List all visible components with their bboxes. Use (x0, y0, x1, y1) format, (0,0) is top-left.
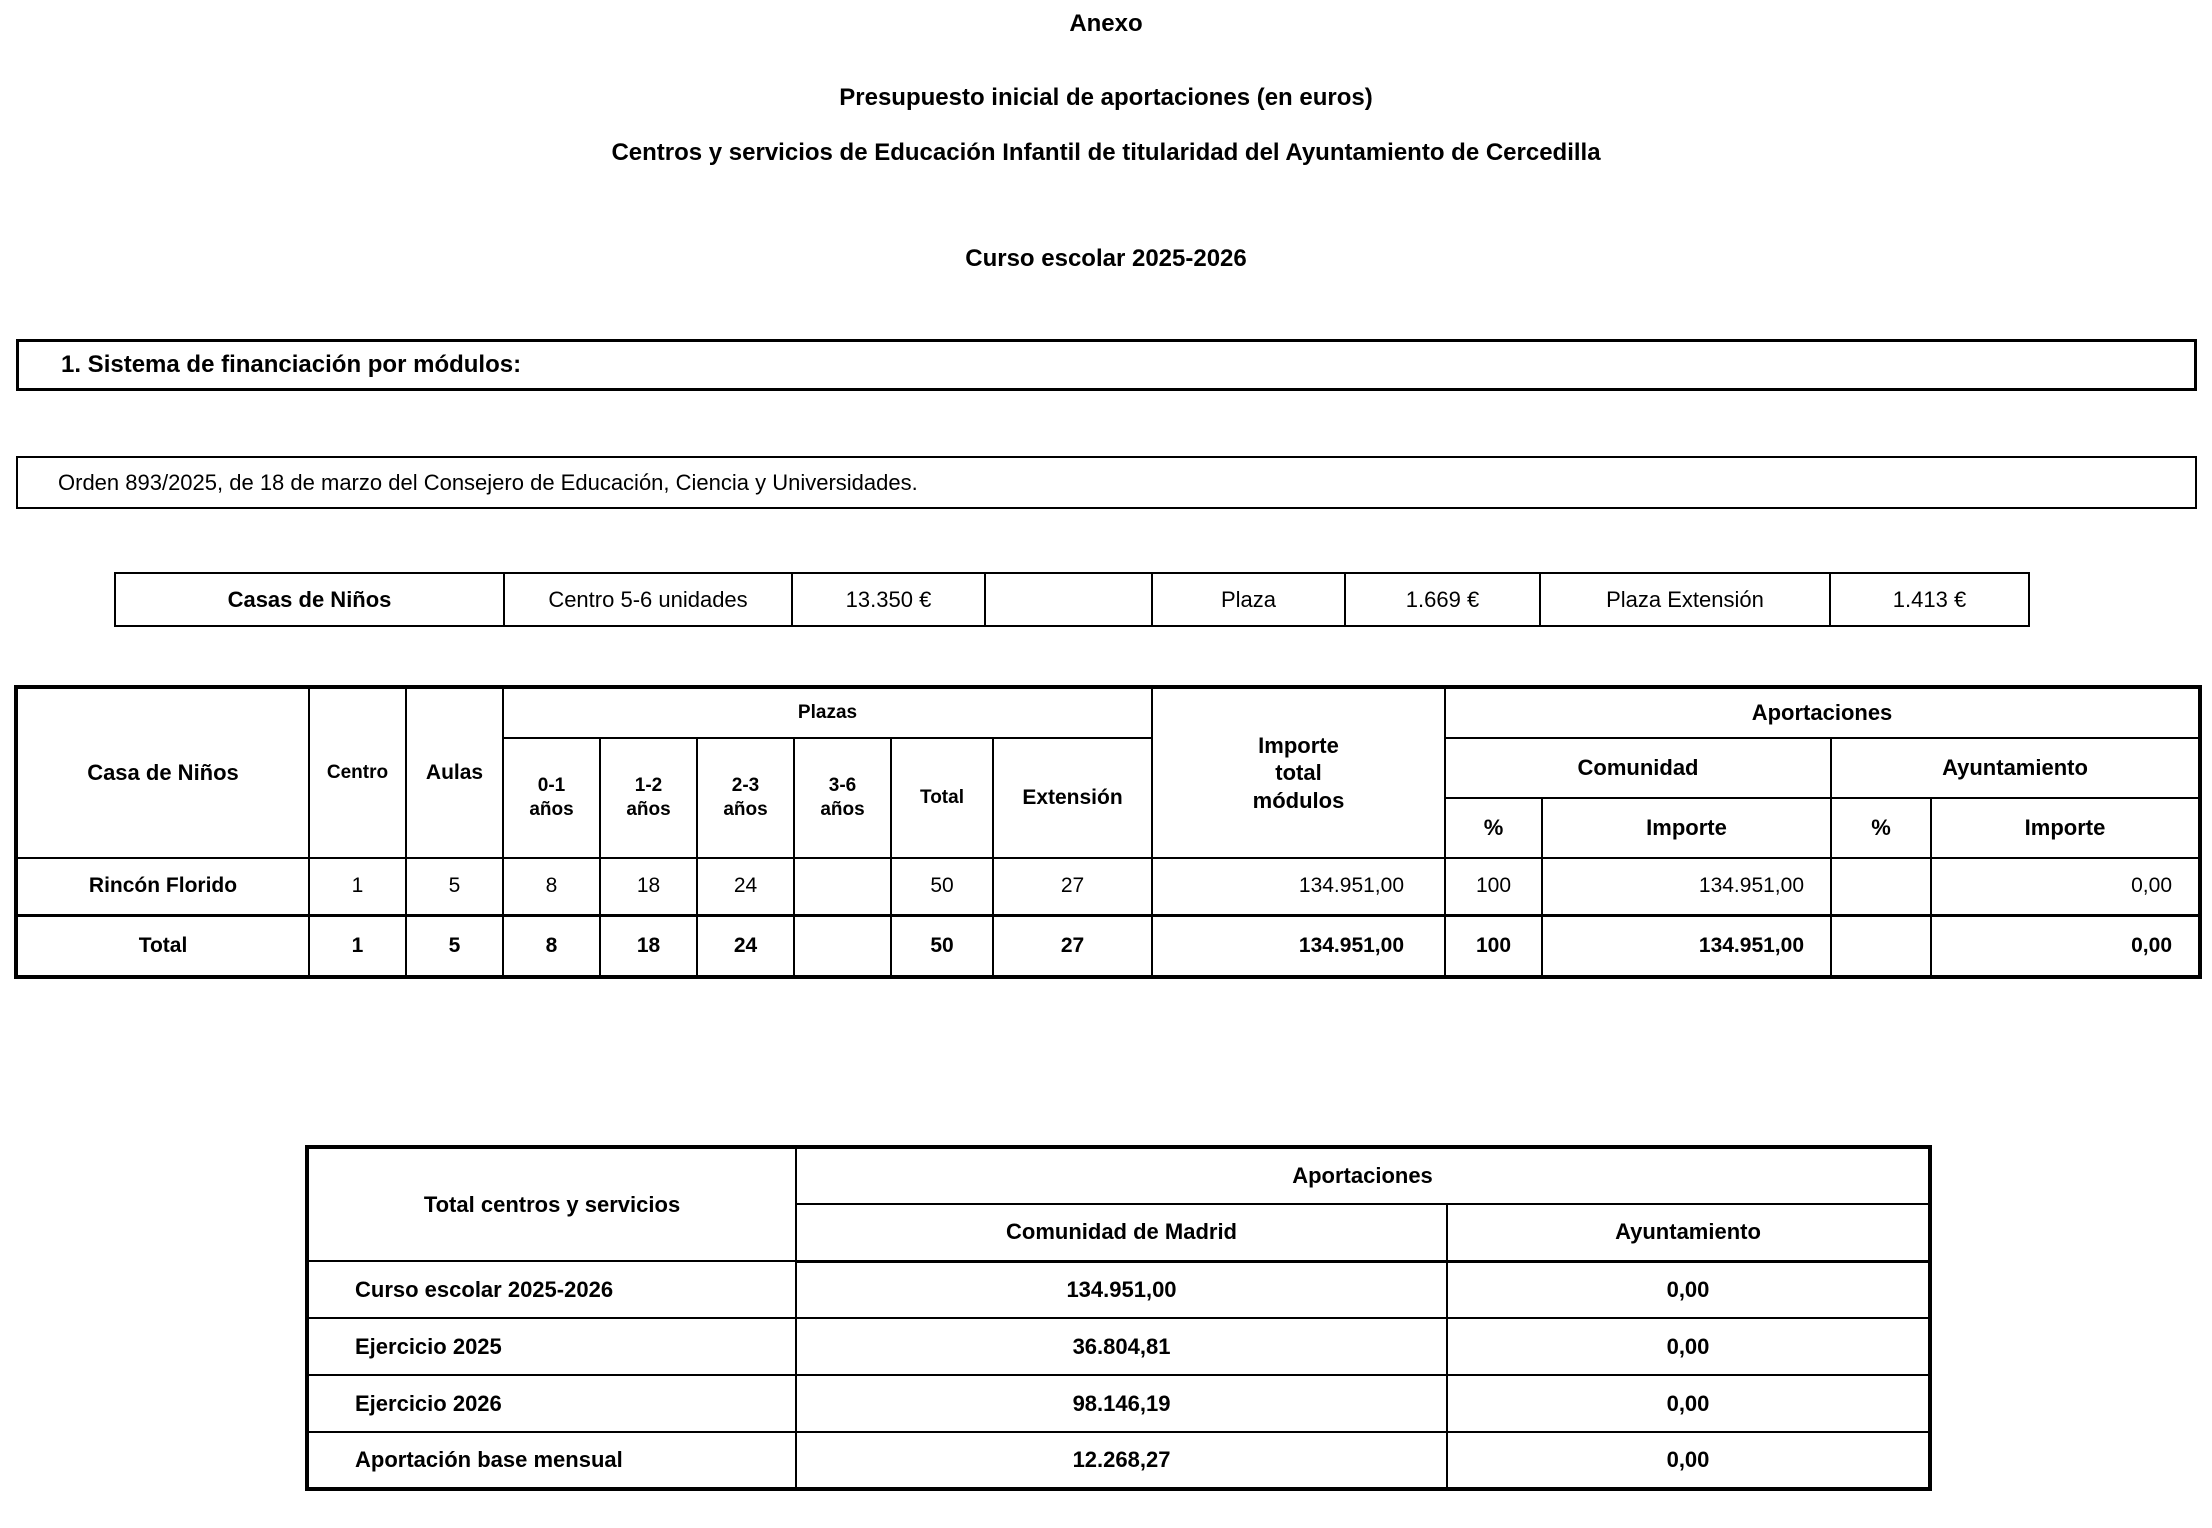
col-header-age-1-2-text: 1-2 años (626, 775, 671, 820)
col-group-comunidad: Comunidad (1445, 738, 1831, 798)
cell-age-0-1: 8 (503, 858, 600, 915)
col-header-plazas-total: Total (891, 738, 993, 858)
col-header-aulas: Aulas (406, 687, 503, 858)
totals-row-label: Aportación base mensual (307, 1432, 796, 1489)
total-label: Total (16, 915, 309, 977)
section-heading-box (16, 339, 2197, 391)
cell-extension: 27 (993, 858, 1152, 915)
rates-center-type: Centro 5-6 unidades (504, 573, 792, 626)
total-comunidad-importe: 134.951,00 (1542, 915, 1831, 977)
totals-row-label: Ejercicio 2025 (307, 1318, 796, 1375)
document-subtitle-centers: Centros y servicios de Educación Infantil de titularidad del Ayuntamiento de Cercedilla (611, 139, 1601, 166)
totals-row-ayuntamiento: 0,00 (1447, 1261, 1930, 1318)
totals-col-header-ayuntamiento: Ayuntamiento (1447, 1204, 1930, 1261)
total-aulas: 5 (406, 915, 503, 977)
cell-plazas-total: 50 (891, 858, 993, 915)
totals-col-group-aportaciones: Aportaciones (796, 1147, 1930, 1204)
total-age-2-3: 24 (697, 915, 794, 977)
document-title: Anexo (1069, 10, 1143, 37)
total-ayuntamiento-importe: 0,00 (1931, 915, 2200, 977)
col-header-importe-total-text: Importe total módulos (1252, 732, 1345, 813)
col-header-age-1-2 (600, 738, 697, 858)
order-reference-text: Orden 893/2025, de 18 de marzo del Consejero de Educación, Ciencia y Universidades. (58, 469, 918, 495)
cell-centro: 1 (309, 858, 406, 915)
totals-row-aportacion-base (307, 1432, 1930, 1489)
totals-row-ayuntamiento: 0,00 (1447, 1318, 1930, 1375)
document-subtitle-budget: Presupuesto inicial de aportaciones (en euros) (839, 84, 1373, 111)
totals-row-comunidad: 12.268,27 (796, 1432, 1447, 1489)
document-subtitle-school-year: Curso escolar 2025-2026 (965, 245, 1247, 272)
rates-table (114, 572, 2030, 627)
rates-extension-amount: 1.413 € (1830, 573, 2029, 626)
col-group-ayuntamiento: Ayuntamiento (1831, 738, 2200, 798)
col-header-age-3-6 (794, 738, 891, 858)
totals-row-ejercicio-2025 (307, 1318, 1930, 1375)
col-header-age-0-1 (503, 738, 600, 858)
cell-age-3-6 (794, 858, 891, 915)
cell-importe-total: 134.951,00 (1152, 858, 1445, 915)
total-extension: 27 (993, 915, 1152, 977)
col-header-extension: Extensión (993, 738, 1152, 858)
totals-summary-table (305, 1145, 1932, 1491)
totals-row-label: Curso escolar 2025-2026 (307, 1261, 796, 1318)
total-ayuntamiento-pct (1831, 915, 1931, 977)
total-age-3-6 (794, 915, 891, 977)
total-centro: 1 (309, 915, 406, 977)
totals-header-row-1 (307, 1147, 1930, 1204)
section-heading-text: 1. Sistema de financiación por módulos: (61, 351, 522, 378)
col-header-age-2-3-text: 2-3 años (723, 775, 768, 820)
rates-row (115, 573, 2029, 626)
total-age-0-1: 8 (503, 915, 600, 977)
rates-blank-cell (985, 573, 1152, 626)
col-header-age-3-6-text: 3-6 años (820, 775, 865, 820)
cell-aulas: 5 (406, 858, 503, 915)
col-header-comunidad-importe: Importe (1542, 798, 1831, 858)
totals-row-comunidad: 134.951,00 (796, 1261, 1447, 1318)
col-header-importe-total (1152, 687, 1445, 858)
rates-name: Casas de Niños (115, 573, 504, 626)
rates-plaza-amount: 1.669 € (1345, 573, 1540, 626)
totals-row-ayuntamiento: 0,00 (1447, 1432, 1930, 1489)
col-header-age-0-1-text: 0-1 años (529, 775, 574, 820)
cell-age-2-3: 24 (697, 858, 794, 915)
totals-row-ayuntamiento: 0,00 (1447, 1375, 1930, 1432)
totals-row-ejercicio-2026 (307, 1375, 1930, 1432)
total-importe-total: 134.951,00 (1152, 915, 1445, 977)
totals-col-header-services: Total centros y servicios (307, 1147, 796, 1261)
totals-row-comunidad: 36.804,81 (796, 1318, 1447, 1375)
rates-plaza-label: Plaza (1152, 573, 1345, 626)
totals-row-label: Ejercicio 2026 (307, 1375, 796, 1432)
col-header-ayuntamiento-pct: % (1831, 798, 1931, 858)
cell-age-1-2: 18 (600, 858, 697, 915)
col-header-centro: Centro (309, 687, 406, 858)
totals-col-header-comunidad: Comunidad de Madrid (796, 1204, 1447, 1261)
rates-extension-label: Plaza Extensión (1540, 573, 1830, 626)
rates-center-amount: 13.350 € (792, 573, 985, 626)
modules-financing-table (14, 685, 2202, 979)
col-header-ayuntamiento-importe: Importe (1931, 798, 2200, 858)
col-header-comunidad-pct: % (1445, 798, 1542, 858)
col-header-age-2-3 (697, 738, 794, 858)
modules-data-row (16, 858, 2200, 915)
total-plazas-total: 50 (891, 915, 993, 977)
total-age-1-2: 18 (600, 915, 697, 977)
cell-ayuntamiento-importe: 0,00 (1931, 858, 2200, 915)
total-comunidad-pct: 100 (1445, 915, 1542, 977)
cell-ayuntamiento-pct (1831, 858, 1931, 915)
col-group-aportaciones: Aportaciones (1445, 687, 2200, 738)
order-reference-box (16, 456, 2197, 509)
cell-casa-name: Rincón Florido (16, 858, 309, 915)
cell-comunidad-importe: 134.951,00 (1542, 858, 1831, 915)
col-header-casa: Casa de Niños (16, 687, 309, 858)
totals-row-curso (307, 1261, 1930, 1318)
col-group-plazas: Plazas (503, 687, 1152, 738)
cell-comunidad-pct: 100 (1445, 858, 1542, 915)
modules-header-row-1 (16, 687, 2200, 738)
totals-row-comunidad: 98.146,19 (796, 1375, 1447, 1432)
modules-total-row (16, 915, 2200, 977)
